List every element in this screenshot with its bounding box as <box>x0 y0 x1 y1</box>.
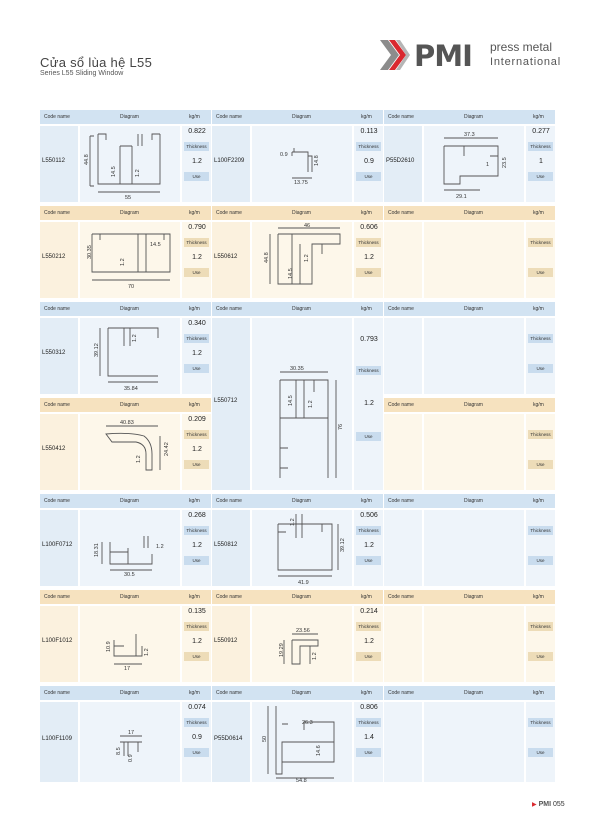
use-label: Use <box>184 556 209 565</box>
use-label: Use <box>184 268 209 277</box>
dim-label: 1.2 <box>120 258 126 266</box>
dim-label: 14.5 <box>150 242 161 248</box>
thickness-label: Thickness <box>356 622 381 631</box>
dim-label: 29.1 <box>456 194 467 200</box>
brand-wordmark: PMI <box>414 39 472 73</box>
kgm-value: 0.214 <box>360 608 378 615</box>
diagram-header: Diagram <box>464 690 483 696</box>
dim-label: 39.12 <box>340 538 346 552</box>
diagram-header: Diagram <box>464 498 483 504</box>
use-label: Use <box>184 652 209 661</box>
profile-block-l550212 <box>40 206 211 298</box>
profile-diagram <box>252 318 352 490</box>
profile-block-l550612 <box>212 206 383 298</box>
use-label: Use <box>528 172 553 181</box>
profile-block-l100f1012 <box>40 590 211 682</box>
dim-label: 1.2 <box>308 400 314 408</box>
dim-label: 30.35 <box>290 366 304 372</box>
kgm-value: 0.790 <box>188 224 206 231</box>
thickness-label: Thickness <box>184 526 209 535</box>
profile-block-empty <box>384 206 555 298</box>
kgm-header: kg/m <box>361 210 372 216</box>
kgm-value: 0.506 <box>360 512 378 519</box>
thickness-value: 1.2 <box>192 350 202 357</box>
profile-diagram <box>80 414 180 490</box>
dim-label: 30.35 <box>87 245 93 259</box>
thickness-label: Thickness <box>528 622 553 631</box>
diagram-header: Diagram <box>464 594 483 600</box>
code-header: Code name <box>216 594 242 600</box>
thickness-label: Thickness <box>356 366 381 375</box>
dim-label: 70 <box>128 284 135 290</box>
dim-label: 1.2 <box>290 518 296 526</box>
dim-label: 30.5 <box>124 572 135 578</box>
code-name: L550712 <box>214 398 238 404</box>
thickness-label: Thickness <box>528 142 553 151</box>
diagram-header: Diagram <box>292 594 311 600</box>
diagram-header: Diagram <box>464 210 483 216</box>
kgm-header: kg/m <box>533 498 544 504</box>
thickness-value: 1 <box>539 158 543 165</box>
dim-label: 14.8 <box>314 155 320 166</box>
thickness-value: 1.2 <box>364 400 374 407</box>
brand-tagline-top: press metal <box>490 40 553 54</box>
dim-label: 1.2 <box>304 254 310 262</box>
column-header <box>40 110 211 124</box>
thickness-label: Thickness <box>184 334 209 343</box>
dim-label: 44.8 <box>264 252 270 263</box>
diagram-header: Diagram <box>464 402 483 408</box>
thickness-value: 1.2 <box>192 254 202 261</box>
code-header: Code name <box>44 402 70 408</box>
thickness-label: Thickness <box>528 238 553 247</box>
thickness-label: Thickness <box>184 718 209 727</box>
dim-label: 14.5 <box>288 395 294 406</box>
thickness-value: 0.9 <box>192 734 202 741</box>
kgm-value: 0.135 <box>188 608 206 615</box>
code-name: L550612 <box>214 254 238 260</box>
dim-label: 14.5 <box>288 268 294 279</box>
dim-label: 10.9 <box>106 641 112 652</box>
dim-label: 0.9 <box>128 754 134 762</box>
profile-block-empty <box>384 398 555 490</box>
code-name: L550812 <box>214 542 238 548</box>
profile-block-empty <box>384 302 555 394</box>
profile-diagram <box>80 606 180 682</box>
profile-block-empty <box>384 494 555 586</box>
dim-label: 46 <box>304 223 311 229</box>
kgm-header: kg/m <box>189 594 200 600</box>
thickness-value: 0.9 <box>364 158 374 165</box>
dim-label: 50 <box>262 735 268 742</box>
diagram-header: Diagram <box>120 114 139 120</box>
profile-diagram <box>80 510 180 586</box>
profile-block-l550312 <box>40 302 211 394</box>
code-header: Code name <box>388 498 414 504</box>
page-title: Cửa sổ lùa hệ L55 <box>40 55 153 70</box>
thickness-value: 1.4 <box>364 734 374 741</box>
dim-label: 26.3 <box>302 720 313 726</box>
code-header: Code name <box>44 210 70 216</box>
kgm-header: kg/m <box>361 114 372 120</box>
kgm-value: 0.074 <box>188 704 206 711</box>
dim-label: 23.56 <box>296 628 310 634</box>
kgm-value: 0.793 <box>360 336 378 343</box>
code-header: Code name <box>388 402 414 408</box>
diagram-header: Diagram <box>292 498 311 504</box>
kgm-header: kg/m <box>361 306 372 312</box>
code-header: Code name <box>44 594 70 600</box>
thickness-value: 1.2 <box>192 446 202 453</box>
dim-label: 1 <box>486 162 490 168</box>
code-header: Code name <box>216 306 242 312</box>
dim-label: 76 <box>338 423 344 430</box>
dim-label: 41.9 <box>298 580 309 586</box>
kgm-header: kg/m <box>533 690 544 696</box>
code-header: Code name <box>388 210 414 216</box>
code-name: P55D0614 <box>214 736 243 742</box>
diagram-header: Diagram <box>292 306 311 312</box>
kgm-header: kg/m <box>189 306 200 312</box>
kgm-header: kg/m <box>361 498 372 504</box>
profile-block-p55d2610 <box>384 110 555 202</box>
dim-label: 1.2 <box>135 169 141 177</box>
kgm-header: kg/m <box>189 498 200 504</box>
code-name: L550412 <box>42 446 66 452</box>
thickness-label: Thickness <box>184 622 209 631</box>
code-header: Code name <box>388 306 414 312</box>
kgm-header: kg/m <box>189 210 200 216</box>
diagram-header: Diagram <box>120 306 139 312</box>
kgm-header: kg/m <box>533 114 544 120</box>
dim-label: 1.2 <box>312 652 318 660</box>
thickness-value: 1.2 <box>364 254 374 261</box>
dim-label: 40.83 <box>120 420 134 426</box>
kgm-header: kg/m <box>533 402 544 408</box>
kgm-value: 0.209 <box>188 416 206 423</box>
profile-block-l550412 <box>40 398 211 490</box>
dim-label: 37.3 <box>464 132 475 138</box>
kgm-value: 0.606 <box>360 224 378 231</box>
diagram-header: Diagram <box>120 690 139 696</box>
profile-block-l550812 <box>212 494 383 586</box>
diagram-header: Diagram <box>120 402 139 408</box>
thickness-value: 1.2 <box>364 542 374 549</box>
diagram-header: Diagram <box>292 690 311 696</box>
code-name: L550312 <box>42 350 66 356</box>
use-label: Use <box>528 652 553 661</box>
kgm-header: kg/m <box>361 690 372 696</box>
profile-block-l100f0712 <box>40 494 211 586</box>
code-name: L100F1109 <box>42 736 72 742</box>
dim-label: 1.2 <box>156 544 164 550</box>
code-header: Code name <box>216 498 242 504</box>
page-number: 055 <box>552 801 565 808</box>
thickness-label: Thickness <box>184 430 209 439</box>
thickness-label: Thickness <box>356 142 381 151</box>
dim-label: 14.5 <box>111 166 117 177</box>
dim-label: 39.12 <box>94 343 100 357</box>
code-name: L100F0712 <box>42 542 73 548</box>
profile-block-p55d0614 <box>212 686 383 782</box>
brand-tagline-bottom: International <box>490 56 561 68</box>
code-header: Code name <box>216 114 242 120</box>
profile-diagram <box>252 222 352 298</box>
code-header: Code name <box>216 210 242 216</box>
use-label: Use <box>528 748 553 757</box>
code-name: L550212 <box>42 254 66 260</box>
use-label: Use <box>356 748 381 757</box>
profile-grid <box>40 110 555 782</box>
use-label: Use <box>528 556 553 565</box>
kgm-value: 0.806 <box>360 704 378 711</box>
code-name: L100F2209 <box>214 158 245 164</box>
kgm-header: kg/m <box>533 594 544 600</box>
profile-diagram <box>252 510 352 586</box>
code-header: Code name <box>388 690 414 696</box>
kgm-header: kg/m <box>533 210 544 216</box>
dim-label: 18.31 <box>94 543 100 557</box>
profile-diagram <box>80 318 180 394</box>
thickness-value: 1.2 <box>364 638 374 645</box>
use-label: Use <box>528 364 553 373</box>
page-subtitle: Series L55 Sliding Window <box>40 70 124 77</box>
diagram-header: Diagram <box>120 210 139 216</box>
profile-diagram <box>80 222 180 298</box>
dim-label: 19.29 <box>279 643 285 657</box>
thickness-value: 1.2 <box>192 638 202 645</box>
use-label: Use <box>184 172 209 181</box>
code-header: Code name <box>216 690 242 696</box>
profile-block-l550912 <box>212 590 383 682</box>
use-label: Use <box>356 432 381 441</box>
profile-block-empty <box>384 590 555 682</box>
diagram-header: Diagram <box>120 498 139 504</box>
dim-label: 1.2 <box>132 334 138 342</box>
use-label: Use <box>184 460 209 469</box>
profile-block-empty <box>384 686 555 782</box>
dim-label: 8.5 <box>116 747 122 755</box>
code-header: Code name <box>44 690 70 696</box>
dim-label: 55 <box>125 195 132 201</box>
triangle-icon: ▶ <box>532 802 537 808</box>
brand-logo <box>380 38 560 74</box>
diagram-header: Diagram <box>464 306 483 312</box>
use-label: Use <box>356 556 381 565</box>
profile-diagram <box>252 702 352 782</box>
thickness-label: Thickness <box>356 526 381 535</box>
profile-block-l550712 <box>212 302 383 490</box>
kgm-header: kg/m <box>361 594 372 600</box>
use-label: Use <box>356 268 381 277</box>
profile-block-l100f2209 <box>212 110 383 202</box>
thickness-label: Thickness <box>528 526 553 535</box>
kgm-value: 0.268 <box>188 512 206 519</box>
dim-label: 13.75 <box>294 180 308 186</box>
thickness-label: Thickness <box>528 718 553 727</box>
profile-diagram <box>424 126 524 202</box>
use-label: Use <box>184 748 209 757</box>
dim-label: 0.9 <box>280 152 288 158</box>
dim-label: 23.5 <box>502 157 508 168</box>
code-name: L100F1012 <box>42 638 73 644</box>
use-label: Use <box>184 364 209 373</box>
code-header: Code name <box>44 114 70 120</box>
code-name: L550912 <box>214 638 238 644</box>
thickness-value: 1.2 <box>192 158 202 165</box>
profile-diagram <box>252 606 352 682</box>
diagram-header: Diagram <box>120 594 139 600</box>
kgm-header: kg/m <box>189 402 200 408</box>
footer-brand: PMI <box>538 801 552 808</box>
thickness-label: Thickness <box>184 238 209 247</box>
dim-label: 24.42 <box>164 442 170 456</box>
profile-diagram <box>252 126 352 202</box>
kgm-header: kg/m <box>189 114 200 120</box>
brand-stripes-icon <box>380 40 410 70</box>
profile-diagram <box>80 126 180 202</box>
thickness-label: Thickness <box>356 238 381 247</box>
thickness-label: Thickness <box>528 334 553 343</box>
profile-block-l550112 <box>40 110 211 202</box>
use-label: Use <box>356 172 381 181</box>
dim-label: 17 <box>128 730 135 736</box>
thickness-label: Thickness <box>184 142 209 151</box>
code-header: Code name <box>44 306 70 312</box>
use-label: Use <box>528 460 553 469</box>
thickness-label: Thickness <box>356 718 381 727</box>
page-footer <box>532 801 565 808</box>
dim-label: 44.8 <box>84 154 90 165</box>
use-label: Use <box>356 652 381 661</box>
dim-label: 1.2 <box>144 648 150 656</box>
dim-label: 17 <box>124 666 131 672</box>
thickness-value: 1.2 <box>192 542 202 549</box>
kgm-header: kg/m <box>533 306 544 312</box>
dim-label: 14.6 <box>316 745 322 756</box>
profile-diagram <box>80 702 180 782</box>
kgm-value: 0.277 <box>532 128 550 135</box>
thickness-label: Thickness <box>528 430 553 439</box>
code-header: Code name <box>44 498 70 504</box>
dim-label: 1.2 <box>136 455 142 463</box>
kgm-value: 0.340 <box>188 320 206 327</box>
kgm-value: 0.113 <box>360 128 378 135</box>
kgm-value: 0.822 <box>188 128 206 135</box>
dim-label: 54.8 <box>296 778 307 782</box>
dim-label: 35.84 <box>124 386 138 392</box>
code-header: Code name <box>388 114 414 120</box>
profile-block-l100f1109 <box>40 686 211 782</box>
code-header: Code name <box>388 594 414 600</box>
use-label: Use <box>528 268 553 277</box>
kgm-header: kg/m <box>189 690 200 696</box>
diagram-header: Diagram <box>292 210 311 216</box>
diagram-header: Diagram <box>464 114 483 120</box>
diagram-header: Diagram <box>292 114 311 120</box>
code-name: P55D2610 <box>386 158 415 164</box>
code-name: L550112 <box>42 158 65 164</box>
